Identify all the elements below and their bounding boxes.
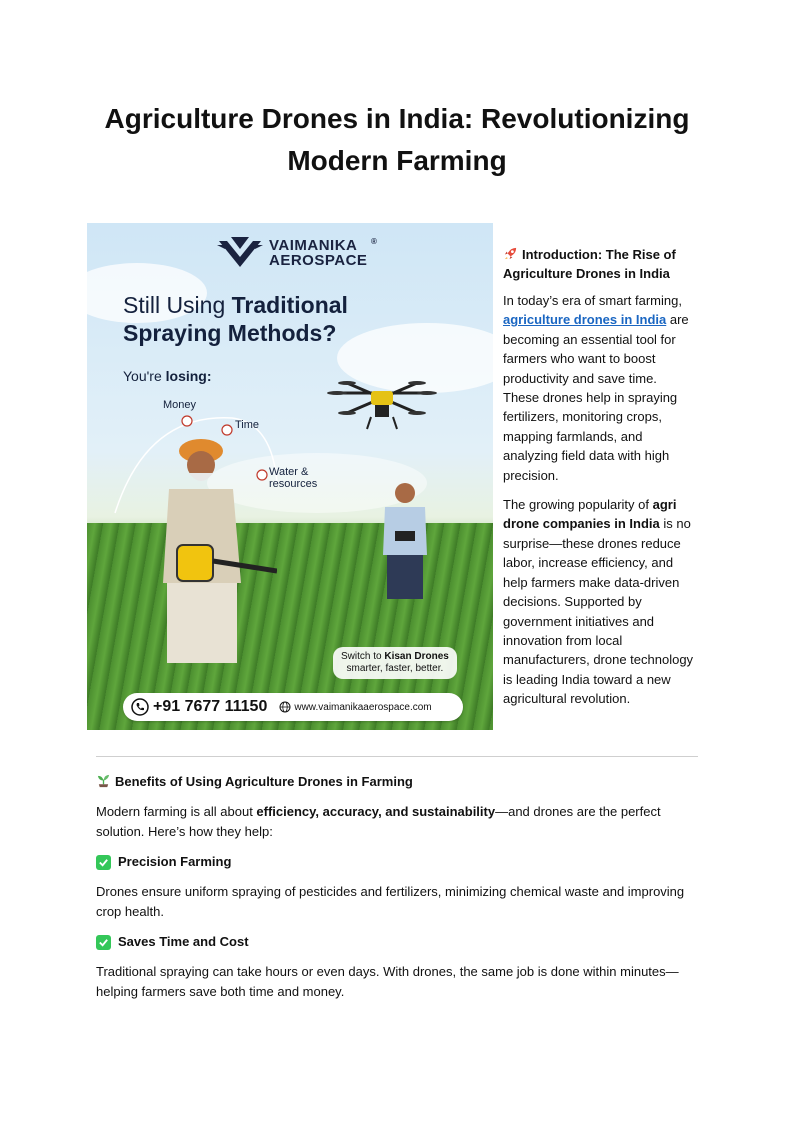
rocket-icon [503,246,518,261]
farmer-illustration [117,433,277,663]
contact-website: www.vaimanikaaerospace.com [294,701,432,713]
phone-icon [131,698,149,716]
intro-paragraph-2: The growing popularity of agri drone companies in India is no surprise—these drones reduce labor, increase efficiency, and help farmers make data-driven decisions. Supported by government initiatives and innovation from local manufacturers, drone technology is leading India toward a new agricultural revolution. [503,497,694,707]
benefit-text-precision: Drones ensure uniform spraying of pesticides and fertilizers, minimizing chemical waste and improving crop health. [96,884,685,919]
benefit-text-saves-time: Traditional spraying can take hours or even days. With drones, the same job is done within minutes—helping farmers save both time and money. [96,964,679,999]
intro-section [503,245,695,719]
registered-mark: ® [371,237,378,246]
headline-part2: Traditional [231,292,348,318]
section-divider [96,756,698,757]
page-title: Agriculture Drones in India: Revolutionizing Modern Farming [104,103,690,176]
loss-water-label: Water & resources [269,466,318,490]
headline-part1: Still Using [123,292,232,318]
intro-heading: Introduction: The Rise of Agriculture Drones in India [503,247,676,281]
agriculture-drones-link[interactable]: agriculture drones in India [503,312,667,328]
seedling-icon [96,773,111,788]
brand-name-line2: AEROSPACE [269,252,368,269]
benefits-section [96,772,700,1012]
pilot-illustration [377,481,433,599]
kisan-tagline: Switch to Kisan Drones smarter, faster, better. [333,647,457,679]
check-mark-icon [96,935,111,950]
headline-line2: Spraying Methods? [123,320,337,346]
loss-time-label: Time [235,419,260,431]
benefits-intro: Modern farming is all about efficiency, accuracy, and sustainability—and drones are the perfect solution. Here’s how they help: [96,804,661,839]
contact-bar [123,693,463,721]
benefit-title-precision: Precision Farming [96,852,700,872]
vaimanika-ad-banner [87,223,493,730]
intro-paragraph-1: In today’s era of smart farming, agriculture drones in India are becoming an essential tool for farmers who want to boost productivity and save time. These drones help in spraying fertilizers, monitoring crops, mapping farmlands, and analyzing field data with high precision. [503,293,689,483]
losing-label: You're losing: [123,368,212,384]
contact-phone: +91 7677 11150 [153,698,268,715]
benefit-title-saves-time: Saves Time and Cost [96,932,700,952]
brand-name-line1: VAIMANIKA [269,237,358,254]
globe-icon [279,701,291,713]
benefits-heading: Benefits of Using Agriculture Drones in Farming [96,772,700,792]
check-mark-icon [96,855,111,870]
drone-illustration [327,373,437,443]
loss-money-label: Money [163,399,197,411]
